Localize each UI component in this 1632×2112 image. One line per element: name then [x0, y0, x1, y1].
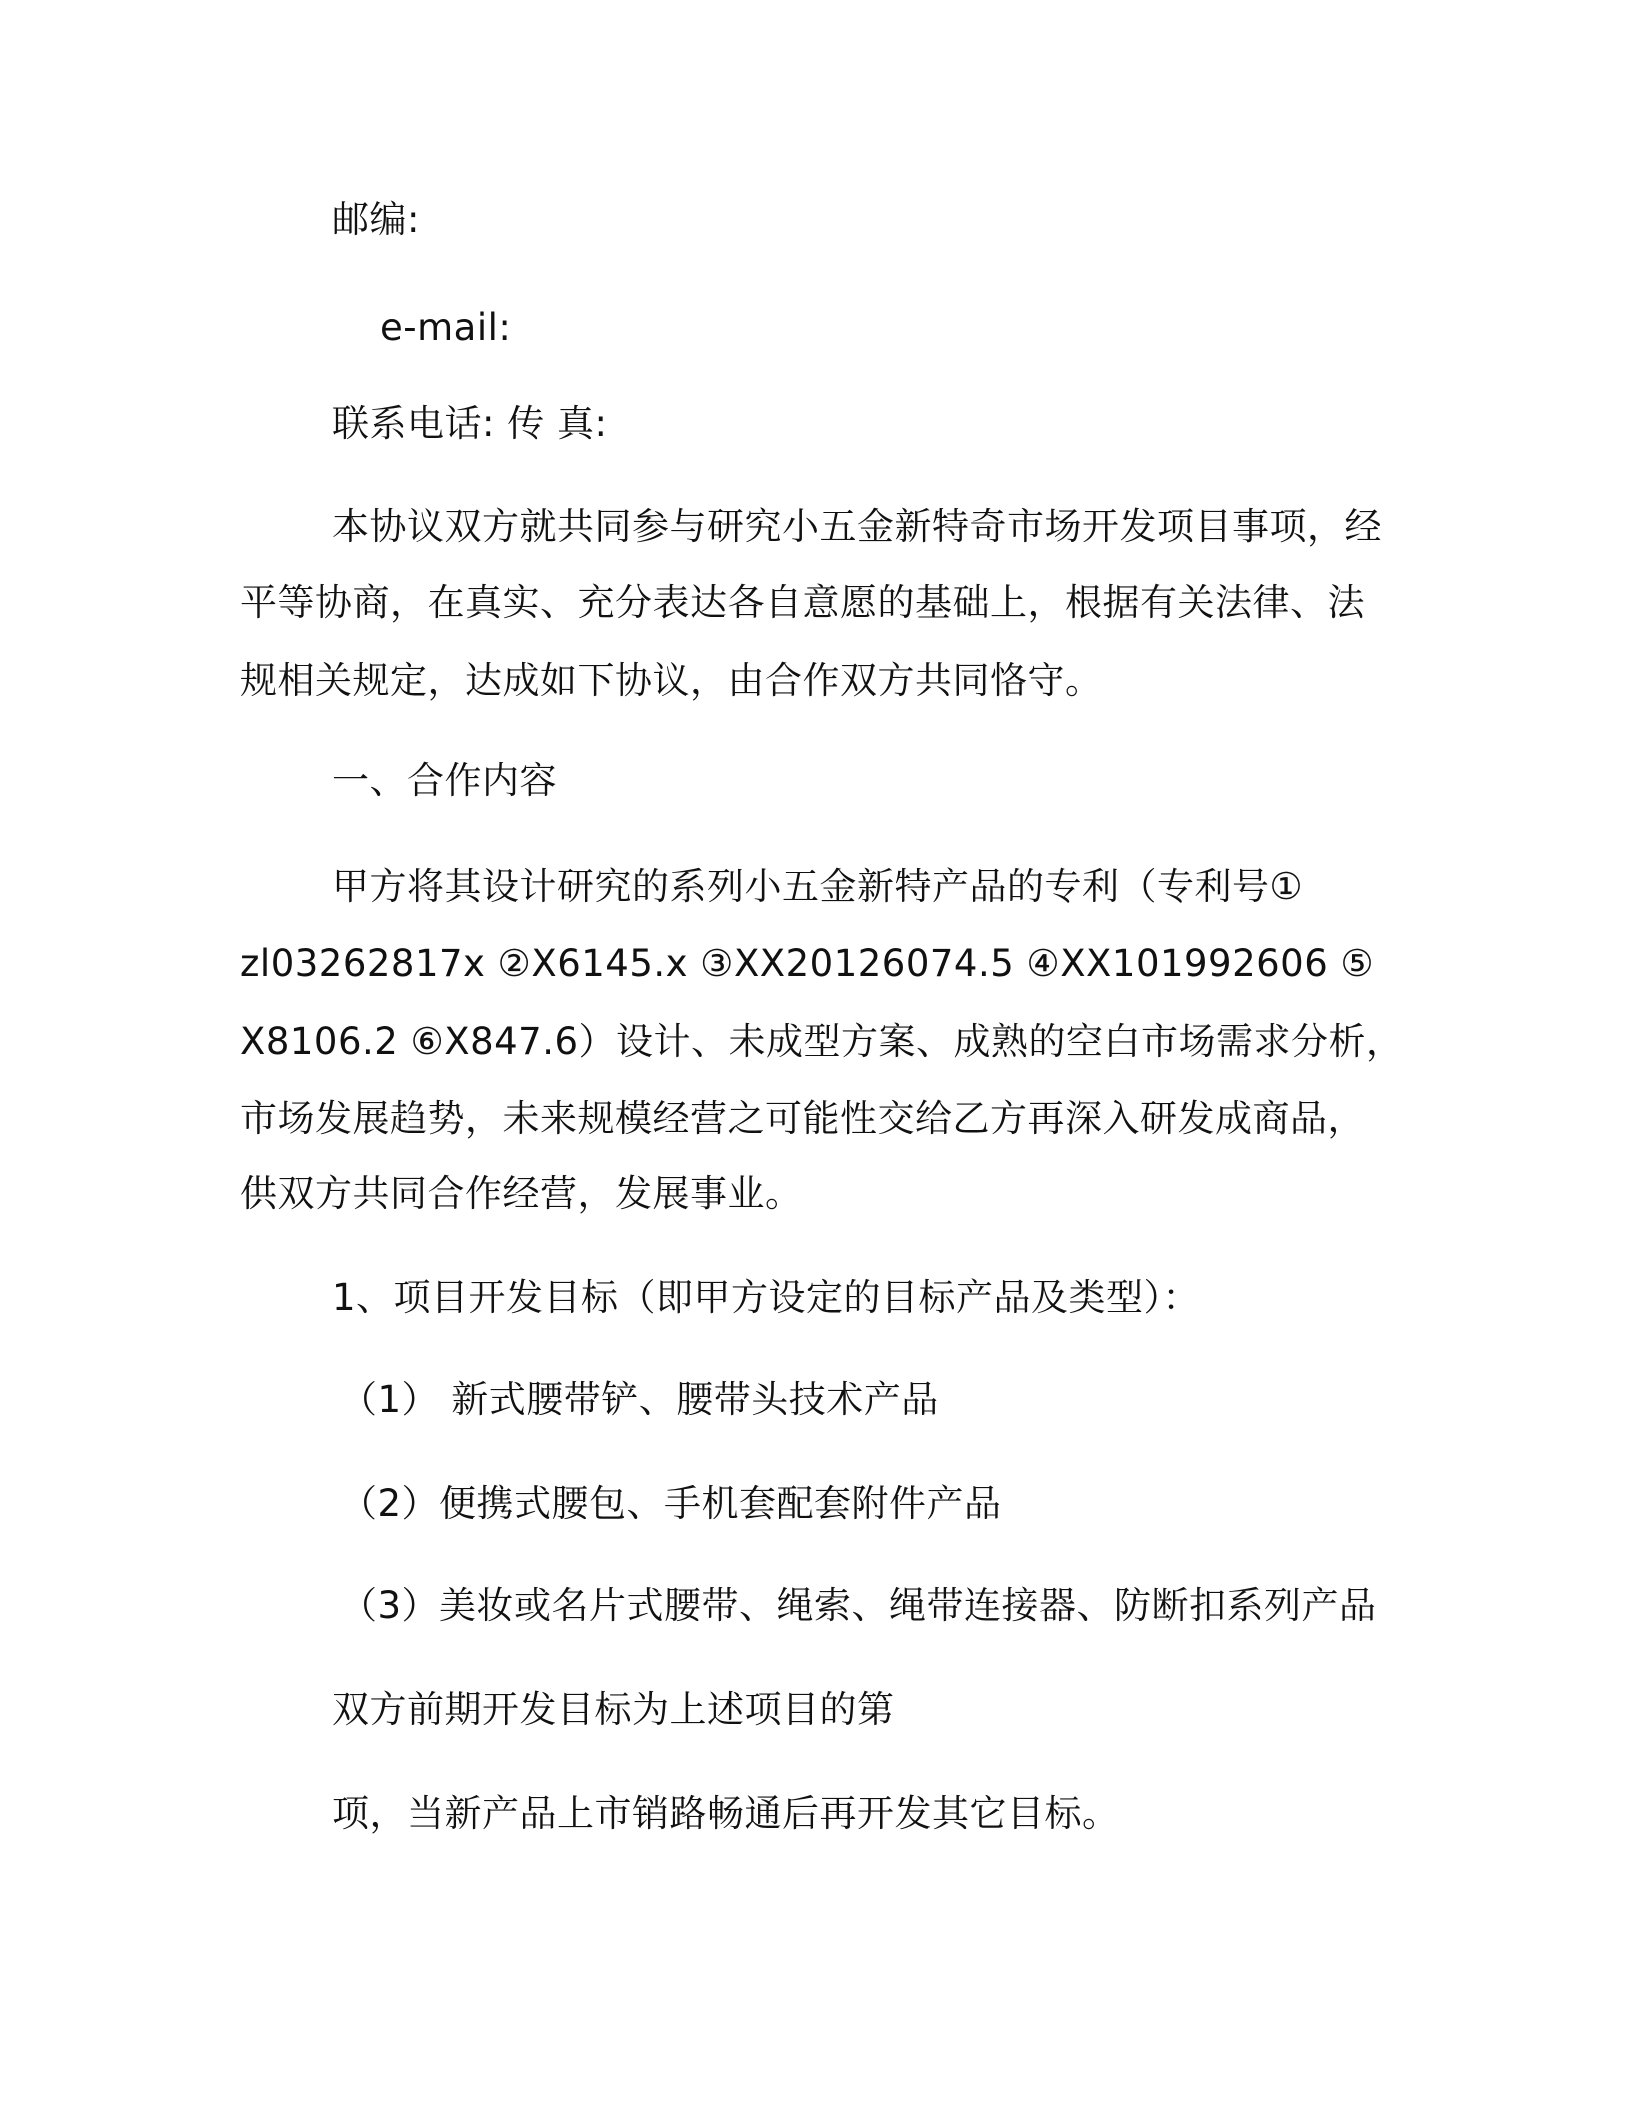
list-item-1: （1） 新式腰带铲、腰带头技术产品 [340, 1378, 939, 1421]
paragraph-line-5: 供双方共同合作经营，发展事业。 [240, 1172, 803, 1215]
phone-fax-label: 联系电话: 传 真: [332, 402, 608, 445]
paragraph-line-1: 甲方将其设计研究的系列小五金新特产品的专利（专利号① [332, 865, 1304, 908]
email-label: e-mail: [380, 306, 512, 349]
list-item-3: （3）美妆或名片式腰带、绳索、绳带连接器、防断扣系列产品 [340, 1584, 1377, 1627]
paragraph-line-4: 市场发展趋势，未来规模经营之可能性交给乙方再深入研发成商品， [240, 1097, 1365, 1140]
intro-line-2: 平等协商，在真实、充分表达各自意愿的基础上，根据有关法律、法 [240, 581, 1365, 624]
paragraph-line-2: zl03262817x ②X6145.x ③XX20126074.5 ④XX101992606 ⑤ [240, 942, 1375, 985]
postcode-label: 邮编: [332, 198, 420, 241]
list-item-2: （2）便携式腰包、手机套配套附件产品 [340, 1482, 1002, 1525]
closing-line-2: 项，当新产品上市销路畅通后再开发其它目标。 [332, 1792, 1120, 1835]
closing-line-1: 双方前期开发目标为上述项目的第 [332, 1688, 895, 1731]
paragraph-line-3: X8106.2 ⑥X847.6）设计、未成型方案、成熟的空白市场需求分析， [240, 1020, 1404, 1063]
section-heading: 一、合作内容 [332, 759, 557, 802]
intro-line-3: 规相关规定，达成如下协议，由合作双方共同恪守。 [240, 659, 1103, 702]
intro-line-1: 本协议双方就共同参与研究小五金新特奇市场开发项目事项，经 [332, 505, 1382, 548]
subheading: 1、项目开发目标（即甲方设定的目标产品及类型）： [332, 1276, 1201, 1319]
